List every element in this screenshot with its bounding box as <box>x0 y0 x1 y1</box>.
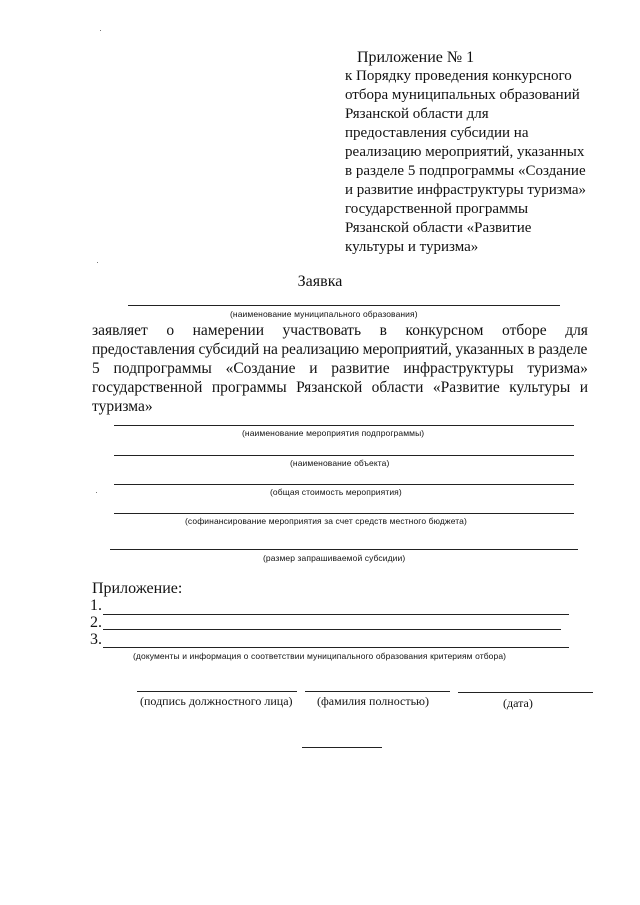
word: 5 <box>92 360 100 377</box>
object-name-field-line <box>114 455 574 456</box>
statement-line-5 <box>92 397 588 416</box>
attachment-number: 1. <box>90 597 102 614</box>
word: «Создание <box>225 360 296 377</box>
annex-line: отбора муниципальных образований <box>345 87 580 103</box>
cofinancing-field-line <box>114 513 574 514</box>
word: программы <box>211 379 287 396</box>
word: культуры <box>509 379 571 396</box>
word: «Развитие <box>432 379 500 396</box>
attachments-caption: (документы и информация о соответствии муниципального образования критериям отбора) <box>133 651 507 661</box>
document-title: Заявка <box>297 273 343 290</box>
annex-line: к Порядку проведения конкурсного <box>345 68 572 84</box>
annex-line: Рязанской области «Развитие <box>345 220 532 236</box>
word: для <box>565 322 588 339</box>
word: туризма» <box>527 360 588 377</box>
word: и <box>309 360 318 377</box>
word: о <box>166 322 175 339</box>
municipality-field-line <box>128 305 560 306</box>
date-caption: (дата) <box>503 696 533 710</box>
scan-speck <box>100 30 101 31</box>
statement-line-1 <box>92 321 588 340</box>
object-name-caption: (наименование объекта) <box>290 458 390 468</box>
activity-name-caption: (наименование мероприятия подпрограммы) <box>242 428 425 438</box>
word: участвовать <box>282 322 362 339</box>
annex-line: реализацию мероприятий, указанных <box>345 144 585 160</box>
word: отборе <box>502 322 547 339</box>
word: намерении <box>192 322 264 339</box>
word: инфраструктуры <box>403 360 514 377</box>
word: области <box>371 379 424 396</box>
statement-line-3 <box>92 359 588 378</box>
total-cost-caption: (общая стоимость мероприятия) <box>270 487 402 497</box>
scan-speck <box>97 262 98 263</box>
official-signature-caption: (подпись должностного лица) <box>140 694 293 708</box>
word: предоставления субсидий на реализацию мероприятий, указанных в разделе <box>92 341 588 358</box>
statement-line-2 <box>92 340 588 359</box>
activity-name-field-line <box>114 425 574 426</box>
word: заявляет <box>92 322 148 339</box>
closing-line <box>302 747 382 748</box>
annex-line: и развитие инфраструктуры туризма» <box>345 182 587 198</box>
annex-line: культуры и туризма» <box>345 239 479 255</box>
scan-speck <box>96 492 97 493</box>
word: туризма» <box>92 398 153 415</box>
annex-block <box>345 48 615 257</box>
annex-line: в разделе 5 подпрограммы «Создание <box>345 163 586 179</box>
full-name-caption: (фамилия полностью) <box>317 694 430 708</box>
annex-line: предоставления субсидии на <box>345 125 529 141</box>
signature-line-date <box>458 692 593 693</box>
word: Рязанской <box>296 379 363 396</box>
word: государственной <box>92 379 203 396</box>
statement-line-4 <box>92 378 588 397</box>
cofinancing-caption: (софинансирование мероприятия за счет средств местного бюджета) <box>185 516 467 526</box>
attachment-line-2 <box>103 629 561 630</box>
word: в <box>379 322 387 339</box>
application-statement <box>92 321 588 416</box>
word: развитие <box>331 360 390 377</box>
annex-line: Рязанской области для <box>345 106 489 122</box>
attachment-line-3 <box>103 647 569 648</box>
word: и <box>579 379 588 396</box>
total-cost-field-line <box>114 484 574 485</box>
word: подпрограммы <box>113 360 212 377</box>
annex-line: государственной программы <box>345 201 529 217</box>
word: конкурсном <box>405 322 484 339</box>
attachment-number: 3. <box>90 631 102 648</box>
attachment-line-1 <box>103 614 569 615</box>
subsidy-amount-field-line <box>110 549 578 550</box>
subsidy-amount-caption: (размер запрашиваемой субсидии) <box>263 553 406 563</box>
signature-line-official <box>137 691 297 692</box>
attachments-heading: Приложение: <box>92 580 183 597</box>
annex-heading: Приложение № 1 <box>357 49 475 66</box>
signature-line-name <box>305 691 450 692</box>
attachment-number: 2. <box>90 614 102 631</box>
municipality-caption: (наименование муниципального образования) <box>230 309 418 319</box>
